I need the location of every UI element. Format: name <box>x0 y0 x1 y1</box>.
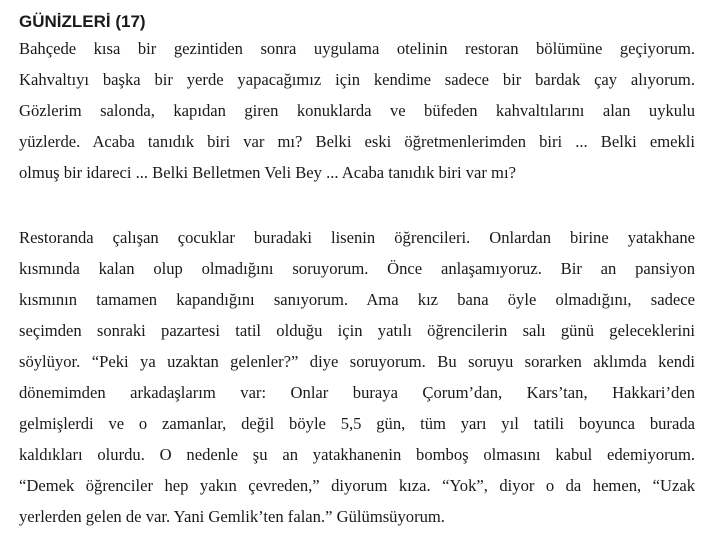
text-line: kısmında kalan olup olmadığını soruyorum. Önce anlaşamıyoruz. Bir an pansiyon <box>19 259 695 278</box>
text-line: seçimden sonraki pazartesi tatil olduğu için yatılı öğrencilerin salı günü geleceklerini <box>19 321 695 340</box>
text-line: Bahçede kısa bir gezintiden sonra uygulama otelinin restoran bölümüne geçiyorum. <box>19 39 695 58</box>
document-page <box>19 10 695 532</box>
text-line: Restoranda çalışan çocuklar buradaki lisenin öğrencileri. Onlardan birine yatakhane <box>19 228 695 247</box>
text-line: yüzlerde. Acaba tanıdık biri var mı? Belki eski öğretmenlerimden biri ... Belki emekli <box>19 132 695 151</box>
paragraph-gap <box>19 188 695 222</box>
text-line: “Demek öğrenciler hep yakın çevreden,” diyorum kıza. “Yok”, diyor o da hemen, “Uzak <box>19 476 695 495</box>
text-line: Gözlerim salonda, kapıdan giren konuklarda ve büfeden kahvaltılarını alan uykulu <box>19 101 695 120</box>
paragraph-2 <box>19 222 695 532</box>
text-line: kısmının tamamen kapandığını sanıyorum. Ama kız bana öyle olmadığını, sadece <box>19 290 695 309</box>
text-line: olmuş bir idareci ... Belki Belletmen Veli Bey ... Acaba tanıdık biri var mı? <box>19 163 516 182</box>
text-line: söylüyor. “Peki ya uzaktan gelenler?” diye soruyorum. Bu soruyu sorarken aklımda kendi <box>19 352 695 371</box>
page-title: GÜNİZLERİ (17) <box>19 12 146 31</box>
text-line: yerlerden gelen de var. Yani Gemlik’ten falan.” Gülümsüyorum. <box>19 507 445 526</box>
paragraph-1 <box>19 33 695 188</box>
text-line: kaldıkları olurdu. O nedenle şu an yatakhanenin bomboş olmasını kabul edemiyorum. <box>19 445 695 464</box>
text-line: gelmişlerdi ve o zamanlar, değil böyle 5,5 gün, tüm yarı yıl tatili boyunca burada <box>19 414 695 433</box>
text-line: Kahvaltıyı başka bir yerde yapacağımız için kendime sadece bir bardak çay alıyorum. <box>19 70 695 89</box>
text-line: dönemimden arkadaşlarım var: Onlar buraya Çorum’dan, Kars’tan, Hakkari’den <box>19 383 695 402</box>
